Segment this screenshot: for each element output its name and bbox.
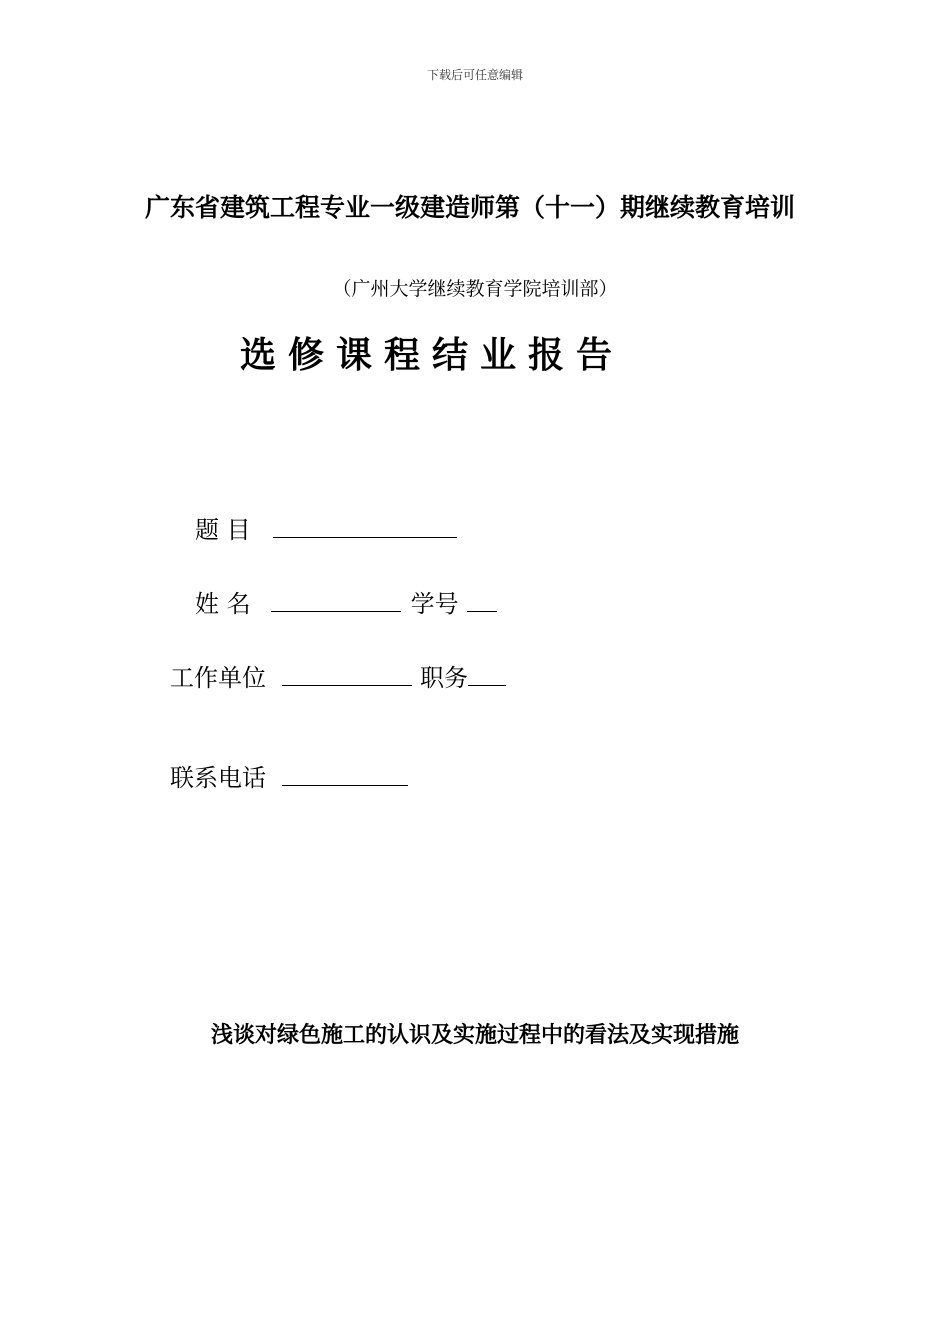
phone-blank[interactable] [282, 759, 408, 786]
student-id-label: 学号 [410, 590, 459, 618]
report-topic: 浅谈对绿色施工的认识及实施过程中的看法及实现措施 [210, 1023, 739, 1048]
document-title: 广东省建筑工程专业一级建造师第（十一）期继续教育培训 [145, 193, 796, 222]
form-row-name [195, 584, 497, 619]
header-note: 下载后可任意编辑 [426, 68, 523, 82]
student-id-blank[interactable] [467, 585, 497, 612]
position-blank[interactable] [468, 659, 506, 686]
report-title: 选修课程结业报告 [240, 335, 625, 376]
title-blank[interactable] [273, 511, 457, 538]
work-unit-blank[interactable] [282, 659, 412, 686]
position-label: 职务 [420, 664, 468, 692]
form-row-phone [170, 758, 408, 793]
title-label: 题 目 [195, 516, 251, 544]
document-subtitle: （广州大学继续教育学院培训部） [332, 278, 618, 300]
form-row-title [195, 510, 457, 545]
name-label: 姓 名 [195, 590, 251, 618]
form-row-work-unit [170, 658, 506, 693]
work-unit-label: 工作单位 [170, 664, 266, 692]
name-blank[interactable] [271, 585, 401, 612]
phone-label: 联系电话 [170, 764, 266, 792]
